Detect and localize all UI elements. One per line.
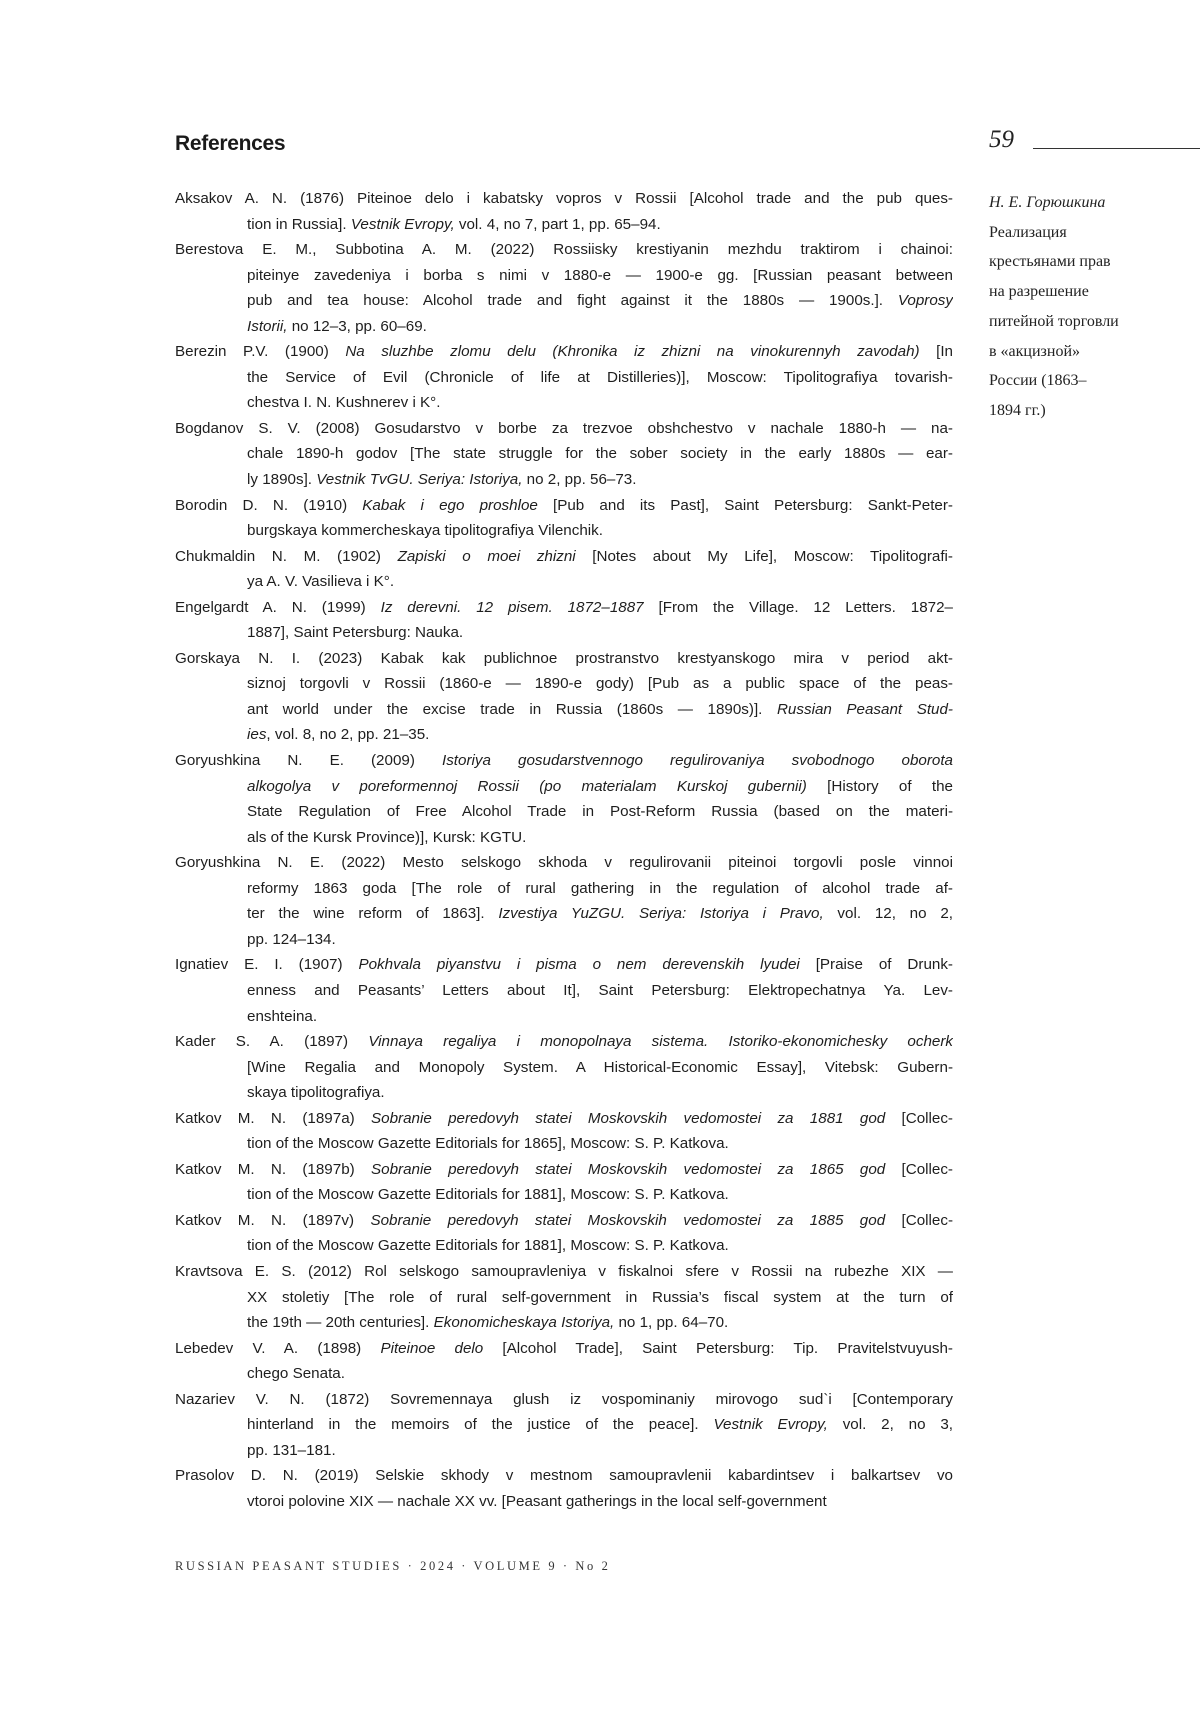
reference-text: Aksakov A. N. (1876) Piteinoe delo i kabatsky vopros v Rossii [Alcohol trade and the pub ques- [175, 190, 953, 207]
reference-italic-text: Istoriya gosudarstvennogo regulirovaniya svobodnogo oborota [441, 752, 953, 770]
reference-text: [Wine Regalia and Monopoly System. A Historical-Economic Essay], Vitebsk: Gubern- [247, 1058, 953, 1076]
sidebar-title-line: России (1863– [989, 372, 1087, 390]
reference-line [175, 1463, 953, 1489]
reference-line [175, 314, 953, 340]
reference-line [175, 697, 953, 723]
header-rule [1033, 148, 1200, 149]
reference-entry [175, 544, 953, 595]
reference-text: Katkov M. N. (1897a) [175, 1109, 371, 1127]
reference-text: Gorskaya N. I. (2023) Kabak kak publichnoe prostranstvo krestyanskogo mira v period akt- [175, 649, 953, 667]
reference-text: 1887], Saint Petersburg: Nauka. [247, 624, 464, 642]
reference-line [175, 493, 953, 519]
reference-entry [175, 186, 953, 237]
sidebar-title-line: питейной торговли [989, 312, 1119, 330]
reference-entry [175, 850, 953, 952]
reference-line [175, 1106, 953, 1132]
reference-entry [175, 1387, 953, 1464]
reference-line [175, 927, 953, 953]
reference-text: pp. 124–134. [247, 930, 336, 948]
reference-italic-text: Iz derevni. 12 pisem. 1872–1887 [380, 598, 644, 616]
reference-text: chestva I. N. Kushnerev i K°. [247, 394, 441, 412]
reference-line [175, 799, 953, 825]
reference-text: chego Senata. [247, 1365, 345, 1383]
reference-text: vtoroi polovine XIX — nachale XX vv. [Peasant gatherings in the local self-government [247, 1492, 827, 1510]
reference-text: reformy 1863 goda [The role of rural gathering in the regulation of alcohol trade af- [247, 879, 953, 897]
reference-text: Katkov M. N. (1897v) [175, 1211, 371, 1229]
sidebar-title-line: крестьянами прав [989, 253, 1111, 271]
reference-entry [175, 952, 953, 1029]
reference-entry [175, 1336, 953, 1387]
reference-text: XX stoletiy [The role of rural self-government in Russia’s fiscal system at the turn of [247, 1288, 953, 1306]
reference-line [175, 1182, 953, 1208]
reference-italic-text: alkogolya v poreformennoj Rossii (po materialam Kurskoj gubernii) [247, 777, 807, 795]
reference-line [175, 1208, 953, 1234]
reference-line [175, 1412, 953, 1438]
reference-text: ya A. V. Vasilieva i K°. [247, 573, 395, 591]
reference-line [175, 850, 953, 876]
reference-text: ly 1890s]. [247, 471, 317, 489]
reference-italic-text: Ekonomicheskaya Istoriya, [433, 1314, 615, 1332]
reference-italic-text: Pokhvala piyanstvu i pisma o nem derevenskih lyudei [358, 956, 800, 974]
reference-line [175, 544, 953, 570]
reference-line [175, 467, 953, 493]
reference-text: Borodin D. N. (1910) [175, 496, 363, 514]
reference-text: tion of the Moscow Gazette Editorials for 1865], Moscow: S. P. Katkova. [247, 1135, 729, 1153]
reference-entry [175, 1029, 953, 1106]
reference-list [175, 186, 953, 1514]
reference-line [175, 1387, 953, 1413]
reference-line [175, 390, 953, 416]
reference-italic-text: Zapiski o moei zhizni [397, 547, 576, 565]
reference-line [175, 441, 953, 467]
journal-footer: RUSSIAN PEASANT STUDIES · 2024 · VOLUME 9 · No 2 [175, 1559, 611, 1573]
reference-text: ant world under the excise trade in Russia (1860s — 1890s)]. [247, 700, 777, 718]
reference-line [175, 263, 953, 289]
sidebar-title-line: в «акцизной» [989, 342, 1080, 360]
reference-text: hinterland in the memoirs of the justice of the peace]. [247, 1416, 714, 1434]
reference-text: the Service of Evil (Chronicle of life at Distilleries)], Moscow: Tipolitografiya tovarish- [247, 368, 953, 386]
sidebar-title-line: на разрешение [989, 283, 1089, 301]
reference-italic-text: Piteinoe delo [380, 1339, 484, 1357]
reference-entry [175, 1259, 953, 1336]
reference-text: no 1, pp. 64–70. [614, 1314, 729, 1332]
reference-italic-text: Izvestiya YuZGU. Seriya: Istoriya i Pravo, [498, 905, 824, 923]
reference-line [175, 1080, 953, 1106]
reference-text: Kravtsova E. S. (2012) Rol selskogo samoupravleniya v fiskalnoi sfere v Rossii na rubezhe XIX — [175, 1262, 953, 1280]
reference-text: piteinye zavedeniya i borba s nimi v 1880-e — 1900-e gg. [Russian peasant between [247, 266, 953, 284]
reference-line [175, 288, 953, 314]
reference-italic-text: Russian Peasant Stud- [776, 700, 953, 718]
reference-text: Lebedev V. A. (1898) [175, 1339, 381, 1357]
reference-text: [Pub and its Past], Saint Petersburg: Sankt-Peter- [537, 496, 953, 514]
reference-text: Nazariev V. N. (1872) Sovremennaya glush iz vospominaniy mirovogo sud`i [Contemporary [175, 1390, 953, 1408]
reference-line [175, 748, 953, 774]
reference-line [175, 952, 953, 978]
reference-italic-text: Vestnik TvGU. Seriya: Istoriya, [316, 471, 523, 489]
reference-text: vol. 2, no 3, [827, 1416, 953, 1434]
reference-text: tion of the Moscow Gazette Editorials for 1881], Moscow: S. P. Katkova. [247, 1186, 729, 1204]
reference-line [175, 774, 953, 800]
reference-entry [175, 1106, 953, 1157]
reference-text: the 19th — 20th centuries]. [247, 1314, 434, 1332]
reference-line [175, 1489, 953, 1515]
reference-entry [175, 748, 953, 850]
reference-text: [Collec- [885, 1109, 953, 1127]
reference-italic-text: ies [247, 726, 267, 744]
reference-text: [Notes about My Life], Moscow: Tipolitografi- [575, 547, 953, 565]
reference-italic-text: Voprosy [897, 292, 953, 310]
reference-italic-text: Vinnaya regaliya i monopolnaya sistema. Istoriko-ekonomichesky ocherk [368, 1033, 953, 1051]
reference-text: Goryushkina N. E. (2009) [175, 752, 442, 770]
reference-line [175, 339, 953, 365]
reference-text: Bogdanov S. V. (2008) Gosudarstvo v borbe za trezvoe obshchestvo v nachale 1880-h — na- [175, 419, 953, 437]
reference-line [175, 978, 953, 1004]
reference-line [175, 518, 953, 544]
reference-italic-text: Kabak i ego proshloe [362, 496, 538, 514]
reference-entry [175, 416, 953, 493]
reference-text: enness and Peasants’ Letters about It], Saint Petersburg: Elektropechatnya Ya. Lev- [247, 981, 953, 999]
reference-entry [175, 646, 953, 748]
reference-line [175, 1004, 953, 1030]
sidebar-title-line: 1894 гг.) [989, 401, 1046, 419]
reference-entry [175, 493, 953, 544]
reference-text: pub and tea house: Alcohol trade and fight against it the 1880s — 1900s.]. [247, 292, 898, 310]
sidebar-author: Н. Е. Горюшкина [989, 194, 1106, 211]
reference-text: chale 1890-h godov [The state struggle for the sober society in the early 1880s — ear- [247, 445, 953, 463]
reference-text: [Collec- [885, 1160, 953, 1178]
reference-line [175, 1259, 953, 1285]
sidebar-title-line: Реализация [989, 223, 1067, 241]
reference-line [175, 1029, 953, 1055]
reference-entry [175, 1157, 953, 1208]
reference-text: [History of the [806, 777, 953, 795]
reference-text: Kader S. A. (1897) [175, 1033, 369, 1051]
reference-line [175, 1055, 953, 1081]
reference-line [175, 722, 953, 748]
reference-italic-text: Vestnik Evropy, [350, 215, 455, 233]
reference-text: no 2, pp. 56–73. [522, 471, 637, 489]
reference-line [175, 671, 953, 697]
reference-italic-text: Na sluzhbe zlomu delu (Khronika iz zhizni na vinokurennyh zavodah) [345, 343, 920, 361]
reference-text: tion of the Moscow Gazette Editorials for 1881], Moscow: S. P. Katkova. [247, 1237, 729, 1255]
reference-line [175, 365, 953, 391]
reference-text: als of the Kursk Province)], Kursk: KGTU. [247, 828, 527, 846]
reference-text: ter the wine reform of 1863]. [247, 905, 499, 923]
reference-italic-text: Sobranie peredovyh statei Moskovskih vedomostei za 1865 god [371, 1160, 886, 1178]
reference-italic-text: Istorii, [247, 317, 288, 335]
reference-text: [Alcohol Trade], Saint Petersburg: Tip. Pravitelstvuyush- [483, 1339, 953, 1357]
reference-line [175, 595, 953, 621]
reference-entry [175, 1208, 953, 1259]
reference-text: Berezin P.V. (1900) [175, 343, 346, 361]
reference-text: [From the Village. 12 Letters. 1872– [643, 598, 953, 616]
reference-entry [175, 339, 953, 416]
reference-line [175, 876, 953, 902]
reference-line [175, 825, 953, 851]
reference-line [175, 1157, 953, 1183]
reference-text: , vol. 8, no 2, pp. 21–35. [266, 726, 430, 744]
reference-entry [175, 1463, 953, 1514]
running-sidebar [989, 188, 1179, 426]
reference-text: siznoj torgovli v Rossii (1860-e — 1890-e gody) [Pub as a public space of the peas- [247, 675, 953, 693]
reference-text: Berestova E. M., Subbotina A. M. (2022) Rossiisky krestiyanin mezhdu traktirom i chainoi: [175, 241, 953, 259]
reference-text: Prasolov D. N. (2019) Selskie skhody v mestnom samoupravlenii kabardintsev i balkartsev vo [175, 1467, 953, 1485]
reference-text: enshteina. [247, 1007, 318, 1025]
reference-text: [In [919, 343, 953, 361]
reference-line [175, 1438, 953, 1464]
reference-text: Chukmaldin N. M. (1902) [175, 547, 398, 565]
reference-line [175, 212, 953, 238]
reference-line [175, 1361, 953, 1387]
reference-text: State Regulation of Free Alcohol Trade in Post-Reform Russia (based on the materi- [247, 803, 953, 821]
references-heading: References [175, 132, 286, 155]
reference-line [175, 1233, 953, 1259]
reference-text: Ignatiev E. I. (1907) [175, 956, 359, 974]
reference-line [175, 1336, 953, 1362]
reference-line [175, 1285, 953, 1311]
reference-line [175, 646, 953, 672]
reference-line [175, 569, 953, 595]
reference-line [175, 416, 953, 442]
reference-text: pp. 131–181. [247, 1441, 336, 1459]
reference-text: tion in Russia]. [247, 215, 351, 233]
reference-line [175, 1310, 953, 1336]
reference-text: Goryushkina N. E. (2022) Mesto selskogo skhoda v regulirovanii piteinoi torgovli posle vinnoi [175, 854, 953, 872]
reference-line [175, 620, 953, 646]
reference-text: [Praise of Drunk- [799, 956, 953, 974]
reference-text: Engelgardt A. N. (1999) [175, 598, 381, 616]
page-number: 59 [989, 126, 1014, 153]
reference-entry [175, 595, 953, 646]
reference-italic-text: Vestnik Evropy, [713, 1416, 828, 1434]
reference-line [175, 237, 953, 263]
reference-text: skaya tipolitografiya. [247, 1084, 385, 1102]
reference-italic-text: Sobranie peredovyh statei Moskovskih vedomostei za 1881 god [371, 1109, 886, 1127]
reference-entry [175, 237, 953, 339]
reference-italic-text: Sobranie peredovyh statei Moskovskih vedomostei za 1885 god [370, 1211, 886, 1229]
reference-text: burgskaya kommercheskaya tipolitografiya Vilenchik. [247, 522, 603, 540]
reference-text: no 12–3, pp. 60–69. [287, 317, 427, 335]
reference-text: [Collec- [885, 1211, 953, 1229]
reference-line [175, 1131, 953, 1157]
reference-line [175, 901, 953, 927]
reference-text: vol. 12, no 2, [823, 905, 953, 923]
reference-text: vol. 4, no 7, part 1, pp. 65–94. [454, 215, 661, 233]
reference-text: Katkov M. N. (1897b) [175, 1160, 371, 1178]
reference-line [175, 186, 953, 212]
